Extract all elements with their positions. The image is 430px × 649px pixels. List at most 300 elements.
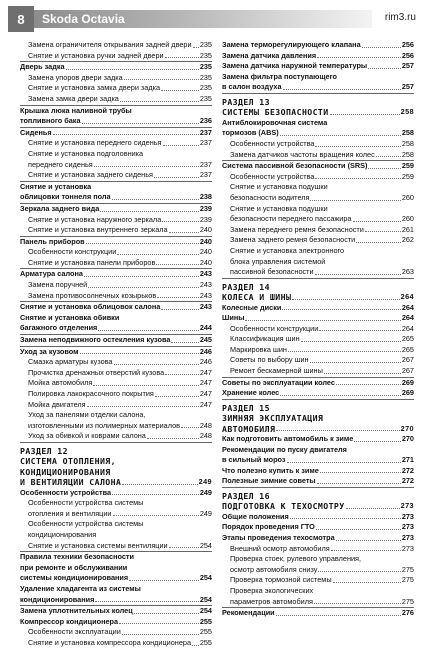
- entry-text: Колесные диски: [222, 302, 282, 312]
- page-number: 264: [401, 313, 414, 323]
- entry-text: Замена переднего ремня безопасности: [230, 224, 364, 234]
- page-number: 267: [401, 366, 414, 376]
- dot-leader: [280, 395, 401, 396]
- dot-leader: [53, 134, 199, 135]
- section-number: РАЗДЕЛ 15: [222, 402, 270, 413]
- page-number: 235: [199, 72, 212, 82]
- page-number: 273: [401, 522, 414, 532]
- toc-entry-text: Уход за панелями отделки салона,: [28, 410, 146, 420]
- page-number: 237: [199, 170, 212, 180]
- dot-leader: [94, 166, 199, 167]
- dot-leader: [117, 254, 198, 255]
- dot-leader: [317, 483, 401, 484]
- dot-leader: [292, 299, 399, 300]
- dot-leader: [310, 362, 401, 363]
- dot-leader: [280, 135, 401, 136]
- entry-text: Дверь задка: [20, 62, 65, 72]
- entry-text: Замена заднего ремня безопасности: [230, 235, 356, 245]
- page-number: 273: [401, 533, 414, 543]
- dot-leader: [119, 623, 199, 624]
- toc-entry: [20, 138, 212, 149]
- dot-leader: [193, 47, 199, 48]
- toc-entry: [222, 533, 414, 544]
- entry-text: СИСТЕМЫ БЕЗОПАСНОСТИ: [222, 107, 329, 118]
- entry-text: Снятие и установка системы вентиляции: [28, 540, 168, 550]
- toc-entry: [20, 247, 212, 258]
- page-number: 265: [401, 344, 414, 354]
- section-number: РАЗДЕЛ 16: [222, 491, 270, 502]
- toc-entry: [20, 421, 212, 432]
- toc-entry: [222, 61, 414, 72]
- toc-entry: [222, 608, 414, 619]
- page-number: 256: [401, 40, 414, 49]
- toc-entry: [20, 291, 212, 303]
- toc-entry-text: Особенности устройства системы: [28, 519, 144, 529]
- page-header: [0, 0, 430, 36]
- toc-entry: [222, 466, 414, 477]
- page-number: 262: [401, 235, 414, 245]
- page-number: 248: [199, 420, 212, 430]
- entry-text: Снятие и установка замка двери задка: [28, 83, 160, 93]
- entry-text: Зеркала заднего вида: [20, 203, 100, 213]
- toc-entry-text: блока управления системой: [230, 256, 326, 266]
- page-number: 267: [401, 355, 414, 365]
- dot-leader: [276, 430, 399, 431]
- dot-leader: [318, 571, 400, 572]
- dot-leader: [112, 494, 199, 495]
- dot-leader: [162, 221, 199, 222]
- toc-entry: [20, 258, 212, 270]
- toc-entry-text: Снятие и установка подушки: [230, 203, 328, 213]
- toc-entry-text: Проверка стоек, рулевого управления,: [230, 554, 362, 564]
- dot-leader: [330, 114, 400, 115]
- page-number: 275: [401, 575, 414, 585]
- dot-leader: [147, 438, 199, 439]
- dot-leader: [169, 547, 199, 548]
- dot-leader: [82, 123, 199, 124]
- toc-entry: [20, 595, 212, 607]
- dot-leader: [129, 580, 199, 581]
- page-number: 260: [401, 214, 414, 224]
- entry-text: Рекомендации: [222, 608, 275, 618]
- dot-leader: [376, 156, 401, 157]
- entry-text: Сиденья: [20, 127, 52, 137]
- page-number: 239: [199, 214, 212, 224]
- dot-leader: [171, 342, 198, 343]
- toc-entry: [222, 303, 414, 314]
- toc-entry: [222, 161, 414, 172]
- section-title-line: ЗИМНЯЯ ЭКСПЛУАТАЦИЯ: [222, 413, 324, 424]
- entry-text: пассивной безопасности: [230, 267, 314, 277]
- section-title-line: КОНДИЦИОНИРОВАНИЯ: [20, 466, 111, 477]
- page-number: 261: [401, 224, 414, 234]
- toc-entry: [20, 215, 212, 226]
- entry-text: Замена ограничителя открывания задней двери: [28, 40, 192, 49]
- toc-entry: [222, 378, 414, 389]
- toc-entry: [222, 235, 414, 246]
- entry-text: Снятие и установка переднего сиденья: [28, 138, 162, 148]
- page-number: 273: [400, 501, 414, 511]
- toc-entry: [20, 357, 212, 368]
- entry-text: Маркировка шин: [230, 344, 287, 354]
- dot-leader: [336, 384, 401, 385]
- entry-text: Внешний осмотр автомобиля: [230, 543, 330, 553]
- entry-text: Снятие и установка внутреннего зеркала: [28, 225, 168, 235]
- page-number: 257: [401, 61, 414, 71]
- section-number: РАЗДЕЛ 14: [222, 281, 270, 292]
- toc-entry-text: Крышка люка наливной трубы: [20, 105, 132, 115]
- page-number: 254: [199, 573, 212, 583]
- page-number: 255: [199, 637, 212, 647]
- toc-column-left: [20, 40, 212, 649]
- toc-entry: [222, 324, 414, 335]
- toc-entry: [222, 51, 414, 62]
- entry-text: Мойка двигателя: [28, 399, 86, 409]
- dot-leader: [155, 396, 199, 397]
- toc-entry-text: Замена фильтра поступающего: [222, 71, 337, 81]
- page-number: 254: [199, 606, 212, 616]
- entry-text: Снятие и установка облицовок салона: [20, 302, 161, 312]
- entry-text: Замена датчика давления: [222, 50, 317, 60]
- page-number: 235: [199, 62, 212, 72]
- dot-leader: [95, 601, 198, 602]
- toc-entry: [20, 128, 212, 139]
- dot-leader: [98, 330, 198, 331]
- dot-leader: [80, 353, 199, 354]
- entry-text: Хранение колес: [222, 388, 280, 398]
- toc-entry: [20, 302, 212, 313]
- entry-text: Шины: [222, 313, 245, 323]
- page-number: 245: [199, 335, 212, 345]
- entry-text: Замена датчика наружной температуры: [222, 61, 368, 71]
- page-number: 240: [199, 236, 212, 246]
- entry-text: Уход за обивкой и коврами салона: [28, 431, 146, 441]
- entry-text: Особенности конструкции: [28, 247, 117, 257]
- dot-leader: [169, 232, 199, 233]
- dot-leader: [100, 211, 199, 212]
- entry-text: Полировка лакокрасочного покрытия: [28, 389, 154, 398]
- entry-text: кондиционирования: [20, 594, 95, 604]
- section-title-line: [222, 292, 414, 302]
- dot-leader: [84, 276, 199, 277]
- toc-entry: [222, 522, 414, 533]
- entry-text: Замена датчиков частоты вращения колес: [230, 149, 375, 159]
- entry-text: безопасности переднего пассажира: [230, 214, 352, 224]
- toc-entry: [222, 334, 414, 345]
- dot-leader: [245, 320, 400, 321]
- toc-entry: [222, 355, 414, 366]
- dot-leader: [120, 101, 199, 102]
- page-number: 246: [199, 357, 212, 367]
- dot-leader: [315, 146, 400, 147]
- section-heading: [222, 282, 414, 303]
- page-number: 275: [401, 596, 414, 606]
- page-number: 258: [401, 149, 414, 159]
- entry-text: КОЛЕСА И ШИНЫ: [222, 292, 292, 303]
- entry-text: Классификация шин: [230, 334, 300, 344]
- dot-leader: [157, 297, 199, 298]
- dot-leader: [87, 406, 199, 407]
- section-number: РАЗДЕЛ 13: [222, 96, 270, 107]
- entry-text: отопления и вентиляции: [28, 508, 112, 518]
- toc-entry: [20, 347, 212, 358]
- entry-text: Снятие и установка панели приборов: [28, 257, 156, 267]
- toc-entry-text: Рекомендации по пуску двигателя: [222, 444, 347, 454]
- entry-text: Полезные зимние советы: [222, 476, 316, 486]
- page-number: 273: [401, 543, 414, 553]
- toc-entry-text: Снятие и установка обивки: [20, 312, 120, 322]
- toc-entry-text: Правила техники безопасности: [20, 552, 134, 562]
- page-number: 263: [401, 267, 414, 277]
- page-number: 244: [199, 323, 212, 333]
- page-number: 271: [401, 455, 414, 465]
- entry-text: Мойка автомобиля: [28, 378, 93, 388]
- toc-entry: [222, 172, 414, 183]
- entry-text: Ремонт бескамерной шины: [230, 366, 323, 376]
- entry-text: Снятие и установка ручки задней двери: [28, 50, 164, 60]
- toc-entry-text: Снятие и установка подголовника: [28, 148, 144, 158]
- toc-entry: [20, 573, 212, 584]
- entry-text: безопасности водителя: [230, 192, 310, 202]
- toc-entry: [20, 541, 212, 553]
- page-number: 235: [199, 93, 212, 103]
- toc-entry: [222, 225, 414, 236]
- dot-leader: [301, 341, 401, 342]
- entry-text: Замена терморегулирующего клапана: [222, 40, 361, 49]
- page-number: 264: [400, 292, 414, 302]
- toc-entry: [20, 83, 212, 94]
- entry-text: Компрессор кондиционера: [20, 616, 119, 626]
- page-number: 240: [199, 247, 212, 257]
- page-number: 236: [199, 116, 212, 126]
- entry-text: Что полезно купить к зиме: [222, 465, 319, 475]
- toc-entry: [20, 73, 212, 84]
- toc-entry: [20, 638, 212, 649]
- entry-text: системы кондиционирования: [20, 573, 129, 583]
- toc-entry: [222, 476, 414, 488]
- page-number: 237: [199, 159, 212, 169]
- entry-text: Замена неподвижного остекления кузова: [20, 335, 171, 345]
- toc-entry-text: Антиблокировочная система: [222, 117, 328, 127]
- entry-text: Особенности устройства: [230, 138, 315, 148]
- page-number: 240: [199, 225, 212, 235]
- toc-entry: [20, 606, 212, 617]
- dot-leader: [112, 199, 199, 200]
- dot-leader: [276, 615, 401, 616]
- toc-entry: [20, 400, 212, 411]
- entry-text: Советы по выбору шин: [230, 355, 309, 365]
- entry-text: багажного отделения: [20, 323, 98, 333]
- page-number: 255: [199, 616, 212, 626]
- entry-text: изготовленными из полимерных материалов: [28, 420, 181, 430]
- section-title-line: [20, 477, 212, 487]
- page-number: 235: [199, 40, 212, 49]
- page-number: 8: [8, 6, 34, 32]
- page-number: 247: [199, 378, 212, 388]
- toc-entry: [222, 345, 414, 356]
- toc-entry: [222, 597, 414, 609]
- page-number: 258: [401, 138, 414, 148]
- page-number: 269: [401, 388, 414, 398]
- dot-leader: [122, 484, 197, 485]
- page-number: 235: [199, 50, 212, 60]
- page-number: 249: [199, 508, 212, 518]
- page-number: 249: [199, 487, 212, 497]
- toc-entry: [20, 368, 212, 379]
- dot-leader: [282, 309, 400, 310]
- dot-leader: [66, 69, 199, 70]
- page-number: 273: [401, 511, 414, 521]
- page-number: 239: [199, 203, 212, 213]
- entry-text: Снятие и установка наружного зеркала: [28, 214, 162, 224]
- toc-entry: [20, 94, 212, 106]
- dot-leader: [316, 529, 401, 530]
- dot-leader: [163, 145, 199, 146]
- toc-entry-text: Снятие и установка электронного: [230, 245, 345, 255]
- section-heading: [222, 97, 414, 118]
- dot-leader: [317, 57, 401, 58]
- page-number: 237: [199, 138, 212, 148]
- toc-entry: [20, 431, 212, 443]
- toc-entry: [222, 193, 414, 204]
- dot-leader: [161, 90, 199, 91]
- dot-leader: [333, 582, 401, 583]
- dot-leader: [324, 373, 401, 374]
- page-number: 270: [400, 423, 414, 433]
- toc-entry: [20, 62, 212, 73]
- page-number: 235: [199, 83, 212, 93]
- entry-text: Снятие и установка компрессора кондиционера: [28, 637, 192, 647]
- section-title-line: [222, 501, 414, 511]
- entry-text: Особенности конструкции: [230, 323, 319, 333]
- page-number: 259: [401, 161, 414, 171]
- entry-text: переднего сиденья: [28, 159, 93, 169]
- dot-leader: [86, 243, 199, 244]
- entry-text: ПОДГОТОВКА К ТЕХОСМОТРУ: [222, 501, 345, 512]
- page-number: 238: [199, 192, 212, 202]
- page-number: 256: [401, 50, 414, 60]
- toc-entry: [20, 237, 212, 248]
- entry-text: Советы по эксплуатации колес: [222, 377, 335, 387]
- toc-entry: [222, 544, 414, 555]
- entry-text: облицовки тоннеля пола: [20, 192, 111, 202]
- dot-leader: [287, 462, 401, 463]
- toc-entry-text: Удаление хладагента из системы: [20, 583, 141, 593]
- entry-text: Особенности эксплуатации: [28, 627, 121, 637]
- toc-entry: [222, 313, 414, 324]
- toc-entry: [222, 40, 414, 51]
- dot-leader: [362, 47, 401, 48]
- entry-text: Замена уплотнительных колец: [20, 606, 133, 616]
- entry-text: топливного бака: [20, 116, 81, 126]
- toc-entry-text: Проверка экологических: [230, 586, 314, 595]
- entry-text: в салон воздуха: [222, 82, 282, 92]
- section-title-line: [222, 424, 414, 434]
- entry-text: Этапы проведения техосмотра: [222, 533, 335, 543]
- toc-entry: [20, 488, 212, 499]
- toc-entry: [20, 617, 212, 628]
- dot-leader: [315, 178, 400, 179]
- toc-entry: [222, 128, 414, 139]
- entry-text: Проверка тормозной системы: [230, 575, 332, 585]
- entry-text: И ВЕНТИЛЯЦИИ САЛОНА: [20, 477, 122, 488]
- toc-entry: [20, 335, 212, 347]
- entry-text: Снятие и установка заднего сиденья: [28, 170, 153, 180]
- toc-entry-text: Особенности устройства системы: [28, 498, 144, 508]
- dot-leader: [290, 518, 401, 519]
- page-number: 264: [401, 323, 414, 333]
- section-number: РАЗДЕЛ 12: [20, 445, 68, 456]
- page-number: 243: [199, 290, 212, 300]
- dot-leader: [283, 89, 401, 90]
- entry-text: Прочистка дренажных отверстий кузова: [28, 367, 165, 377]
- toc-entry: [20, 160, 212, 171]
- entry-text: Замена упоров двери задка: [28, 72, 123, 82]
- dot-leader: [336, 540, 401, 541]
- dot-leader: [122, 634, 199, 635]
- toc-entry: [20, 389, 212, 400]
- dot-leader: [365, 231, 401, 232]
- dot-leader: [192, 645, 199, 646]
- site-url: rim3.ru: [384, 12, 416, 23]
- dot-leader: [310, 200, 400, 201]
- entry-text: Особенности устройства: [230, 171, 315, 181]
- page-number: 272: [401, 476, 414, 486]
- toc-entry: [222, 267, 414, 279]
- page-number: 249: [198, 477, 212, 487]
- dot-leader: [113, 515, 199, 516]
- dot-leader: [88, 287, 199, 288]
- dot-leader: [331, 550, 401, 551]
- dot-leader: [320, 472, 401, 473]
- dot-leader: [114, 364, 199, 365]
- toc-entry: [222, 434, 414, 445]
- entry-text: Порядок проведения ГТО: [222, 522, 315, 532]
- dot-leader: [368, 168, 400, 169]
- page-number: 270: [401, 434, 414, 444]
- toc-entry: [222, 575, 414, 586]
- section-title-line: СИСТЕМА ОТОПЛЕНИЯ,: [20, 456, 116, 467]
- entry-text: осмотр автомобиля снизу: [230, 564, 318, 574]
- dot-leader: [181, 427, 199, 428]
- entry-text: параметров автомобиля: [230, 596, 313, 606]
- toc-entry: [222, 82, 414, 94]
- entry-text: Замена противосолнечных козырьков: [28, 290, 157, 300]
- page-number: 254: [199, 594, 212, 604]
- page-number: 247: [199, 399, 212, 409]
- toc-entry: [20, 509, 212, 520]
- toc-entry: [20, 269, 212, 280]
- dot-leader: [346, 508, 400, 509]
- toc-entry: [20, 627, 212, 638]
- toc-entry: [222, 214, 414, 225]
- toc-entry: [20, 51, 212, 63]
- entry-text: тормозов (ABS): [222, 128, 279, 138]
- page-number: 254: [199, 540, 212, 550]
- dot-leader: [154, 177, 199, 178]
- page-number: 276: [401, 608, 414, 618]
- entry-text: АВТОМОБИЛЯ: [222, 423, 276, 434]
- dot-leader: [319, 330, 400, 331]
- toc-entry: [222, 455, 414, 466]
- dot-leader: [124, 79, 199, 80]
- toc-entry: [20, 280, 212, 291]
- page-number: 258: [400, 107, 414, 117]
- page-number: 240: [199, 257, 212, 267]
- page-number: 247: [199, 389, 212, 398]
- dot-leader: [353, 221, 401, 222]
- entry-text: Общие положения: [222, 511, 289, 521]
